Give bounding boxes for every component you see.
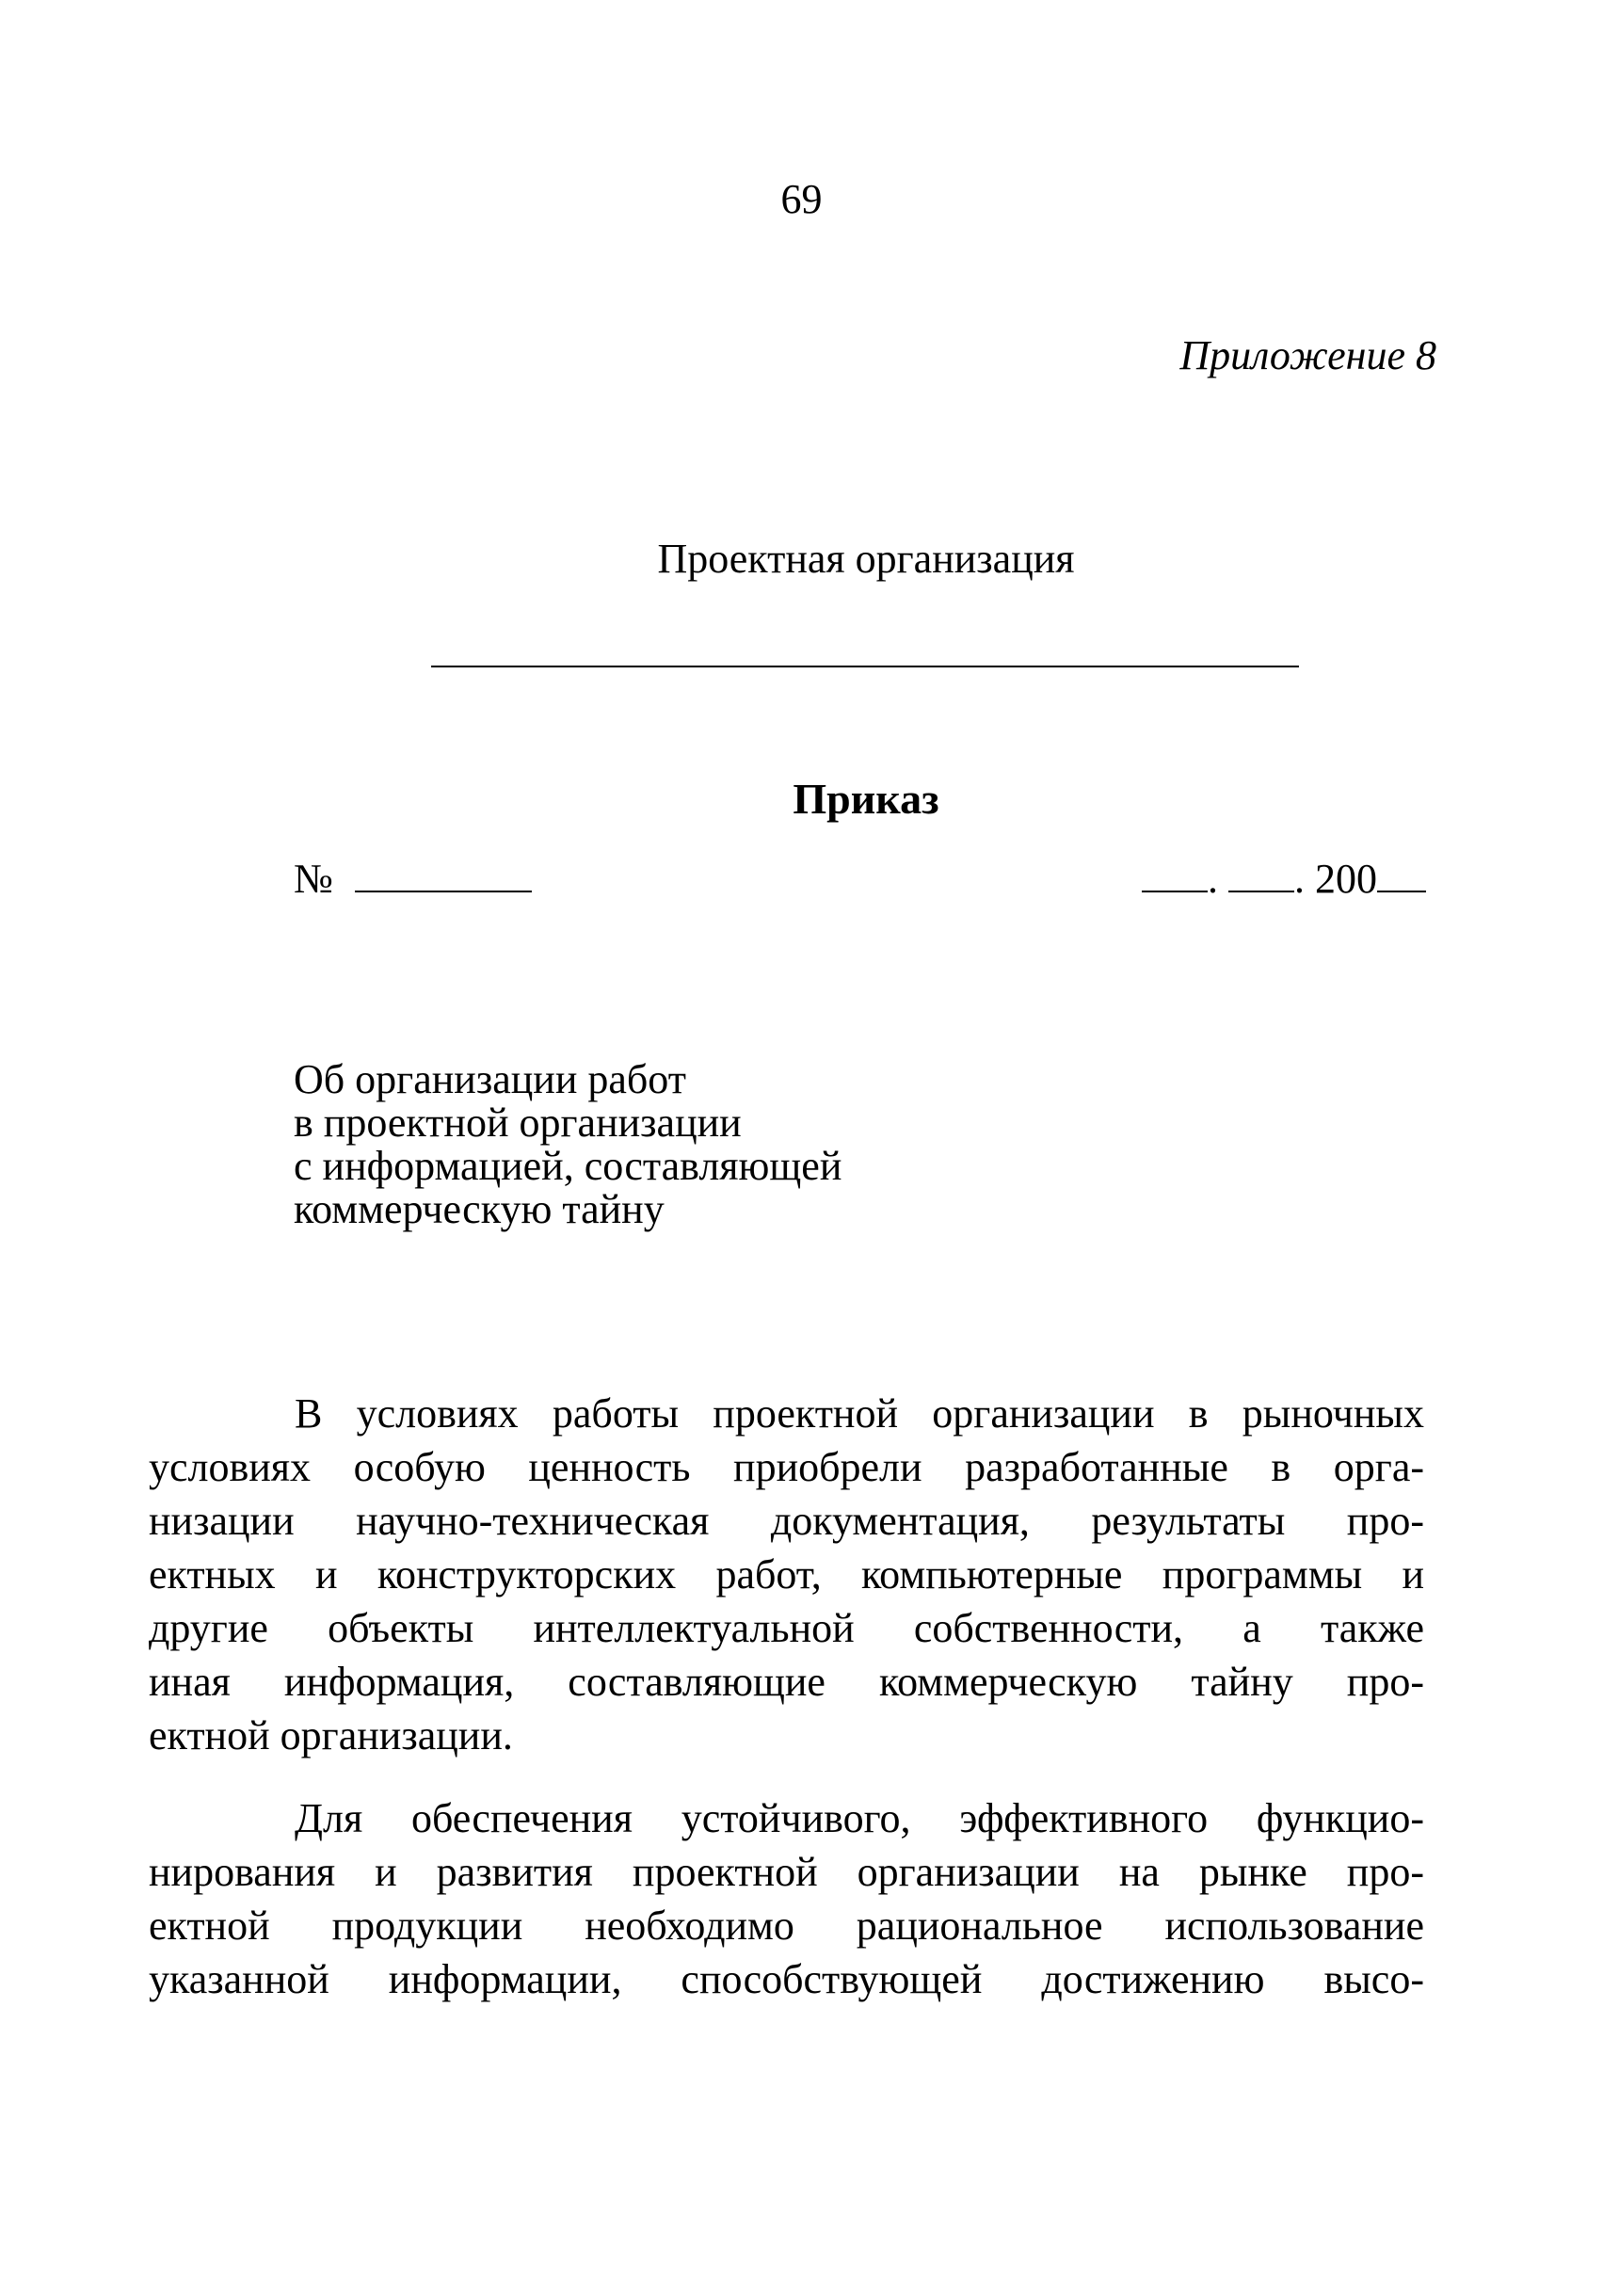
subject-line: коммерческую тайну (294, 1186, 665, 1232)
paragraph-line: условиях особую ценность приобрели разработанные в орга- (149, 1443, 1424, 1490)
appendix-label: Приложение 8 (1179, 332, 1436, 378)
subject-line: с информацией, составляющей (294, 1143, 842, 1189)
order-date-month-blank (1228, 853, 1294, 892)
order-date-separator: . (1294, 856, 1305, 902)
paragraph-line: ектной продукции необходимо рациональное использование (149, 1902, 1424, 1949)
order-title: Приказ (793, 775, 939, 823)
paragraph-line: указанной информации, способствующей достижению высо- (149, 1955, 1424, 2002)
organization-name-blank-line (431, 666, 1299, 667)
order-number-blank (355, 853, 532, 892)
paragraph-line: нирования и развития проектной организации на рынке про- (149, 1848, 1424, 1895)
subject-line: в проектной организации (294, 1100, 742, 1146)
order-date-separator: . (1208, 856, 1218, 902)
paragraph-line: иная информация, составляющие коммерческую тайну про- (149, 1658, 1424, 1705)
paragraph-1 (149, 1388, 1424, 1763)
paragraph-line: другие объекты интеллектуальной собственности, а также (149, 1604, 1424, 1651)
order-date-year-blank (1377, 853, 1426, 892)
order-number (294, 853, 532, 900)
paragraph-line: Для обеспечения устойчивого, эффективного функцио- (295, 1795, 1424, 1841)
paragraph-line: ектных и конструкторских работ, компьютерные программы и (149, 1550, 1424, 1598)
paragraph-2 (149, 1792, 1424, 2007)
order-date (1142, 853, 1426, 900)
page-number: 69 (780, 176, 823, 222)
organization-label: Проектная организация (657, 536, 1075, 582)
paragraph-line: В условиях работы проектной организации в рыночных (295, 1390, 1424, 1437)
order-date-year-prefix: 200 (1315, 856, 1377, 902)
order-date-day-blank (1142, 853, 1208, 892)
order-subject (294, 1058, 842, 1231)
paragraph-line: низации научно-техническая документация, результаты про- (149, 1497, 1424, 1544)
order-number-label: № (294, 856, 333, 902)
subject-line: Об организации работ (294, 1056, 686, 1102)
paragraph-line: ектной организации. (149, 1711, 513, 1758)
